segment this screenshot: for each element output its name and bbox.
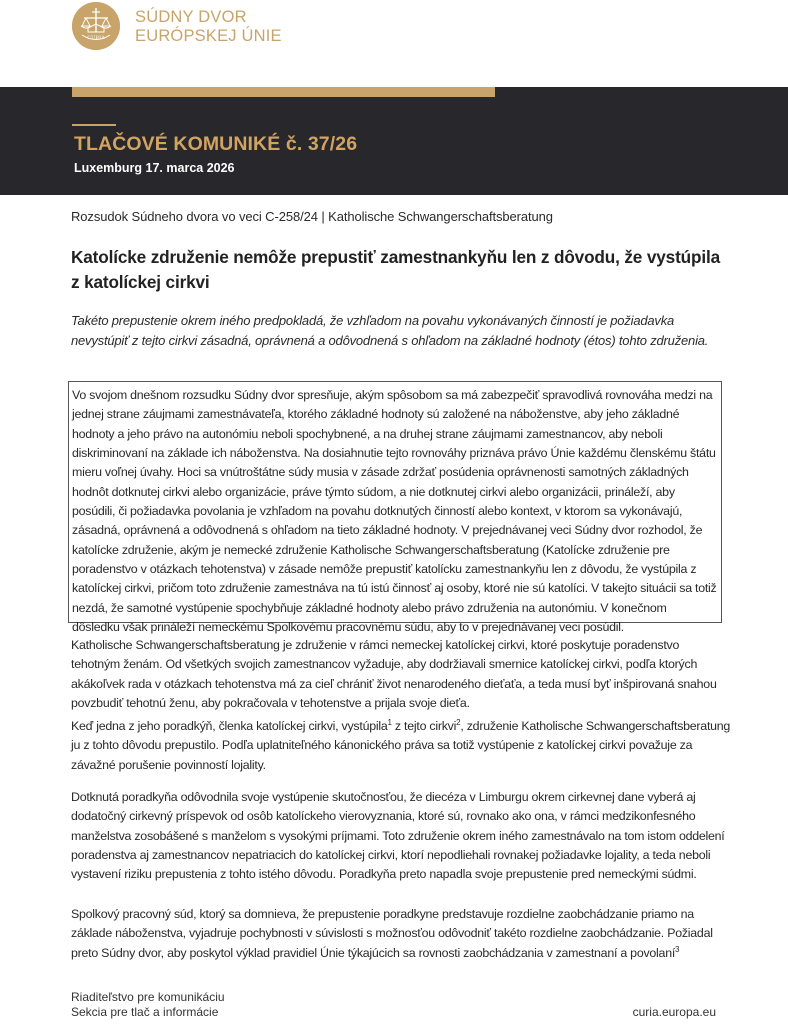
paragraph-text: , združenie Katholische Schwangerschaftsberatung ju z tohto dôvodu prepustilo. Podľa uplatniteľného kánonického práva sa totiž vystúpenie z katolíckej cirkvi považuje za závažné porušenie povinností lojality. (71, 719, 731, 772)
footer-line-1: Riaditeľstvo pre komunikáciu (71, 990, 225, 1004)
body-paragraph-1: Katholische Schwangerschaftsberatung je združenie v rámci nemeckej katolíckej cirkvi, ktoré poskytuje poradenstvo tehotným ženám. Od všetkých svojich zamestnancov vyžaduje, aby dodržiavali smernice katolíckej cirkvi, podľa ktorých akákoľvek rada v otázkach tehotenstva má za cieľ chrániť život nenarodeného dieťaťa, a teda musí byť inšpirovaná snahou povzbudiť tehotnú ženu, aby pokračovala v tehotenstve a prijala svoje dieťa. (71, 638, 717, 711)
footer-department (71, 990, 225, 1020)
gold-accent-bar (72, 87, 495, 97)
svg-text:CURIA: CURIA (87, 35, 105, 41)
summary-text: Vo svojom dnešnom rozsudku Súdny dvor spresňuje, akým spôsobom sa má zabezpečiť spravodlivá rovnováha medzi na jednej strane záujmami zamestnávateľa, ktorého základné hodnoty sú založené na náboženstve, aby jeho základné hodnoty a jeho právo na autonómiu neboli spochybnené, a na druhej strane záujmami zamestnancov, aby neboli diskriminovaní na základe ich náboženstva. Na dosiahnutie tejto rovnováhy priznáva právo Únie každému členskému štátu mieru voľnej úvahy. Hoci sa vnútroštátne súdy musia v zásade zdržať posúdenia oprávnenosti samotných základných hodnôt dotknutej cirkvi alebo organizácie, práve týmto súdom, a nie dotknutej cirkvi alebo organizácii, prináleží, aby posúdili, či požiadavka povolania je vzhľadom na povahu dotknutých činností alebo kontext, v ktorom sa vykonávajú, zásadná, oprávnená a odôvodnená s ohľadom na tieto základné hodnoty. V prejednávanej veci Súdny dvor rozhodol, že katolícke združenie, akým je nemecké združenie Katholische Schwangerschaftsberatung (Katolícke združenie pre poradenstvo v otázkach tehotenstva) v zásade nemôže prepustiť katolícku zamestnankyňu len z dôvodu, že vystúpila z katolíckej cirkvi, pričom toto združenie zamestnáva na tú istú činnosť aj osoby, ktoré nie sú katolíci. V takejto situácii sa totiž nezdá, že samotné vystúpenie spochybňuje základné hodnoty alebo právo združenia na autonómiu. V konečnom dôsledku však prináleží nemeckému Spolkovému pracovnému súdu, aby to v prejednávanej veci posúdil. (72, 388, 717, 635)
body-paragraph-2 (71, 717, 731, 775)
footnote-ref-1[interactable]: 1 (387, 717, 392, 727)
case-reference: Rozsudok Súdneho dvora vo veci C-258/24 | Katholische Schwangerschaftsberatung (71, 209, 553, 224)
headline: Katolícke združenie nemôže prepustiť zamestnankyňu len z dôvodu, že vystúpila z katolíckej cirkvi (71, 247, 721, 292)
court-of-justice-emblem-icon (72, 2, 120, 50)
summary-box (68, 381, 722, 635)
paragraph-text: z tejto cirkvi (391, 719, 457, 733)
footer-line-2: Sekcia pre tlač a informácie (71, 1005, 219, 1019)
subheadline: Takéto prepustenie okrem iného predpokladá, že vzhľadom na povahu vykonávaných činností je požiadavka nevystúpiť z tejto cirkvi zásadná, oprávnená a odôvodnená s ohľadom na základné hodnoty (étos) tohto združenia. (71, 313, 709, 348)
gold-rule (72, 124, 116, 126)
footnote-ref-3[interactable]: 3 (675, 944, 680, 954)
footer-website-link[interactable]: curia.europa.eu (632, 1005, 716, 1019)
paragraph-text: Keď jedna z jeho poradkýň, členka katolíckej cirkvi, vystúpila (71, 719, 388, 733)
paragraph-text: Spolkový pracovný súd, ktorý sa domnieva, že prepustenie poradkyne predstavuje rozdielne zaobchádzanie priamo na základe náboženstva, vyjadruje pochybnosti v súvislosti s možnosťou odôvodniť takéto rozdielne zaobchádzanie. Požiadal preto Súdny dvor, aby poskytol výklad pravidiel Únie týkajúcich sa rovnosti zaobchádzania v zamestnaní a povolaní (71, 907, 713, 960)
press-release-band (0, 87, 788, 195)
court-name-line1: SÚDNY DVOR (135, 8, 247, 26)
court-name-line2: EURÓPSKEJ ÚNIE (135, 27, 282, 45)
press-release-title: TLAČOVÉ KOMUNIKÉ č. 37/26 (74, 133, 358, 155)
body-paragraph-3: Dotknutá poradkyňa odôvodnila svoje vystúpenie skutočnosťou, že diecéza v Limburgu okrem cirkevnej dane vyberá aj dodatočný cirkevný príspevok od osôb katolíckeho vierovyznania, ktoré sú, rovnako ako ona, v rámci medzikonfesného manželstva zosobášené s manželom s vysokými príjmami. Toto združenie okrem iného zamestnávalo na tom istom oddelení poradenstva aj zamestnancov nepatriacich do katolíckej cirkvi, ktorí nepodliehali rovnakej požiadavke lojality, a teda neboli vystavení riziku prepustenia z tohto istého dôvodu. Poradkyňa preto napadla svoje prepustenie pred nemeckými súdmi. (71, 790, 725, 882)
court-emblem-logo (72, 2, 120, 50)
footnote-ref-2[interactable]: 2 (456, 717, 461, 727)
body-paragraph-4 (71, 905, 731, 963)
press-release-date: Luxemburg 17. marca 2026 (74, 161, 235, 175)
court-name (135, 8, 282, 46)
